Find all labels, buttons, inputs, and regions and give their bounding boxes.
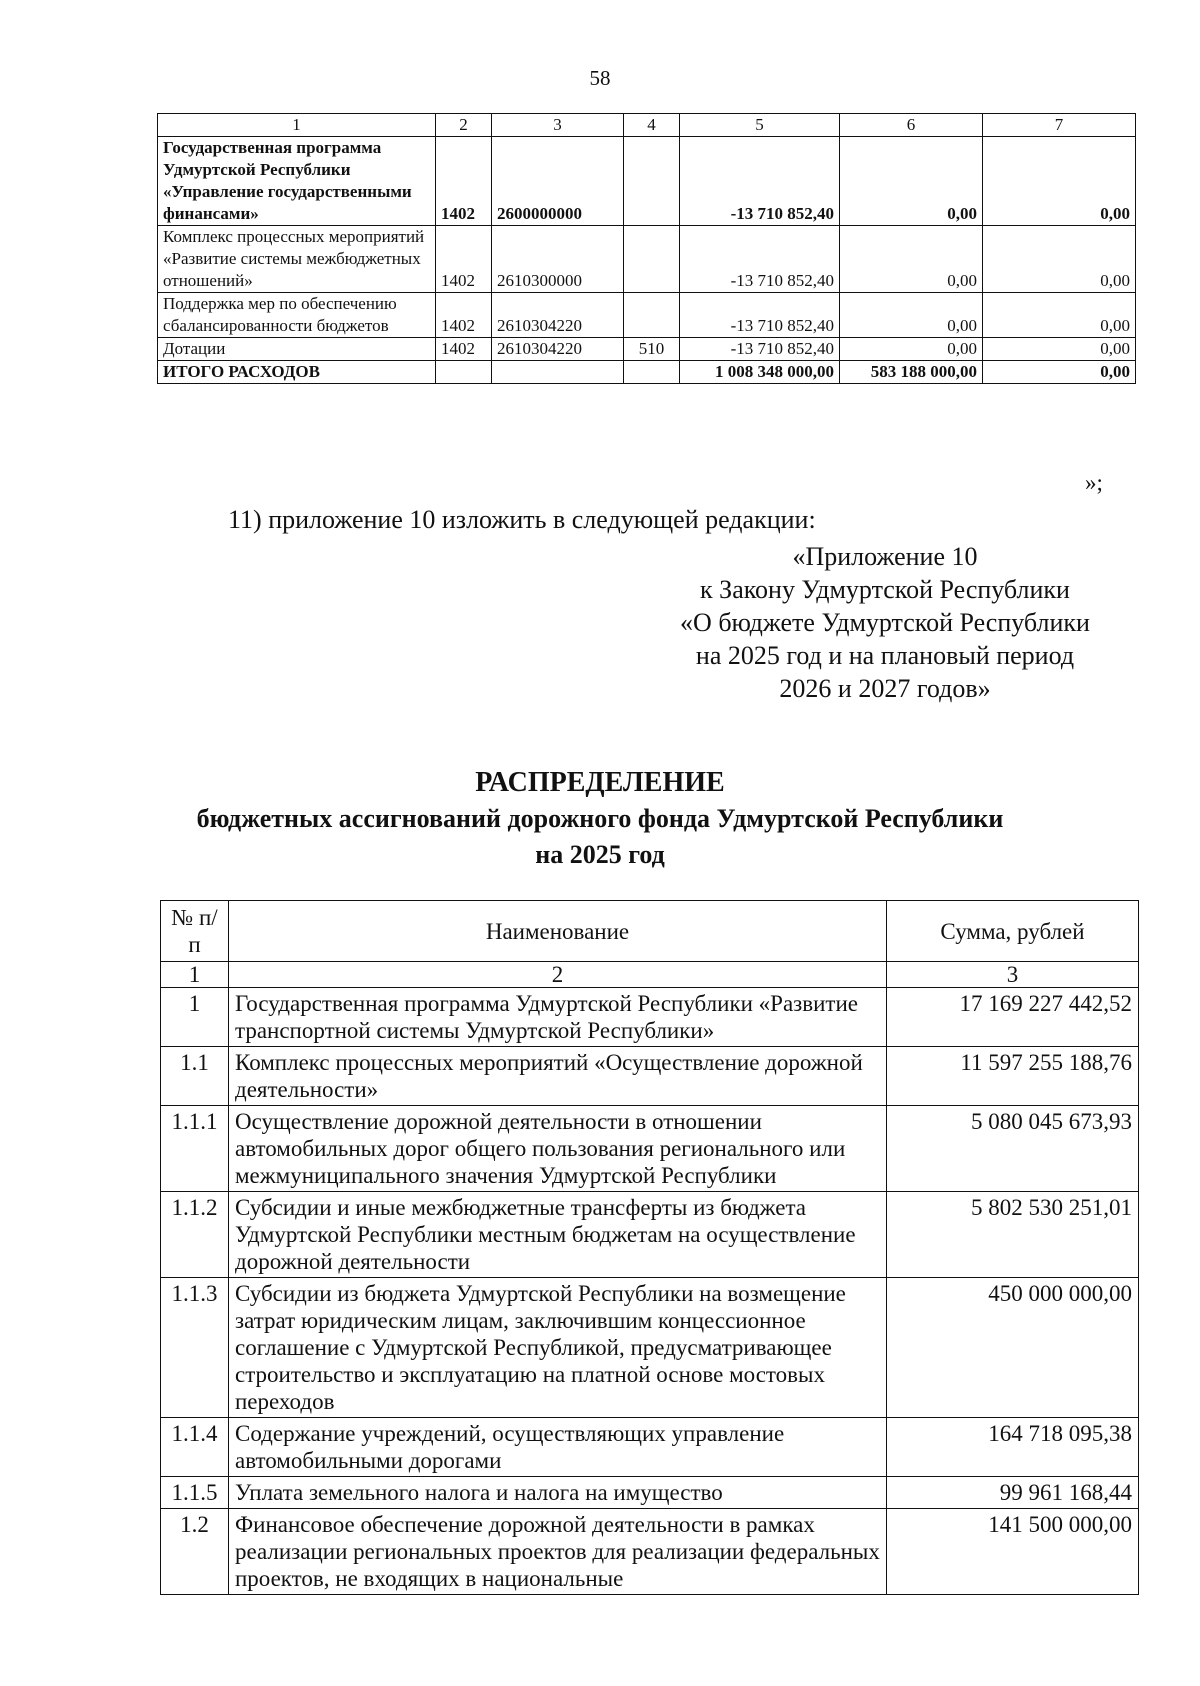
table-row bbox=[161, 1418, 1139, 1477]
row-number: 1.1.2 bbox=[161, 1192, 229, 1278]
table-row bbox=[161, 988, 1139, 1047]
title-main: РАСПРЕДЕЛЕНИЕ bbox=[475, 767, 725, 798]
row-type bbox=[624, 137, 680, 226]
row-sum: 5 080 045 673,93 bbox=[887, 1106, 1139, 1192]
col-number: 1 bbox=[161, 962, 229, 988]
row-type: 510 bbox=[624, 338, 680, 361]
col-header: 4 bbox=[624, 114, 680, 137]
row-target: 2610304220 bbox=[492, 293, 624, 338]
annex-line: «Приложение 10 bbox=[792, 542, 978, 571]
document-title bbox=[0, 765, 1200, 873]
title-year: на 2025 год bbox=[535, 840, 665, 869]
closing-quote-mark: »; bbox=[1085, 470, 1103, 495]
row-sum: 99 961 168,44 bbox=[887, 1477, 1139, 1509]
table-row bbox=[158, 338, 1136, 361]
row-section: 1402 bbox=[436, 293, 492, 338]
row-target: 2610304220 bbox=[492, 338, 624, 361]
row-sum: 141 500 000,00 bbox=[887, 1509, 1139, 1595]
row-sum: 11 597 255 188,76 bbox=[887, 1047, 1139, 1106]
expenses-table-header-row bbox=[158, 114, 1136, 137]
table-row bbox=[158, 226, 1136, 293]
table-row bbox=[161, 1192, 1139, 1278]
col-header: 3 bbox=[492, 114, 624, 137]
total-sum-2025: 1 008 348 000,00 bbox=[680, 361, 840, 384]
row-name: Государственная программа Удмуртской Республики «Развитие транспортной системы Удмуртской Республики» bbox=[229, 988, 887, 1047]
row-sum-2025: -13 710 852,40 bbox=[680, 137, 840, 226]
table-row bbox=[161, 1047, 1139, 1106]
row-name: Уплата земельного налога и налога на имущество bbox=[229, 1477, 887, 1509]
col-number: 2 bbox=[229, 962, 887, 988]
table-row bbox=[161, 1509, 1139, 1595]
row-number: 1.1.1 bbox=[161, 1106, 229, 1192]
road-fund-header-row bbox=[161, 901, 1139, 962]
row-name: Осуществление дорожной деятельности в отношении автомобильных дорог общего пользования регионального или межмуниципального значения Удмуртской Республики bbox=[229, 1106, 887, 1192]
row-number: 1.1.5 bbox=[161, 1477, 229, 1509]
row-sum: 5 802 530 251,01 bbox=[887, 1192, 1139, 1278]
col-header: 7 bbox=[983, 114, 1136, 137]
row-sum-2025: -13 710 852,40 bbox=[680, 338, 840, 361]
table-row bbox=[161, 1106, 1139, 1192]
col-header: 1 bbox=[158, 114, 436, 137]
amendment-intro: 11) приложение 10 изложить в следующей редакции: bbox=[228, 505, 816, 534]
row-name: Государственная программа Удмуртской Республики «Управление государственными финансами» bbox=[158, 137, 436, 226]
header-no: № п/п bbox=[161, 901, 229, 962]
row-target: 2610300000 bbox=[492, 226, 624, 293]
row-type bbox=[624, 293, 680, 338]
row-target bbox=[492, 361, 624, 384]
row-section: 1402 bbox=[436, 226, 492, 293]
row-sum-2027: 0,00 bbox=[983, 293, 1136, 338]
row-number: 1.1.3 bbox=[161, 1278, 229, 1418]
annex-line: к Закону Удмуртской Республики bbox=[700, 575, 1070, 604]
row-section: 1402 bbox=[436, 338, 492, 361]
row-name: Поддержка мер по обеспечению сбалансированности бюджетов bbox=[158, 293, 436, 338]
page-number: 58 bbox=[589, 66, 611, 90]
total-row bbox=[158, 361, 1136, 384]
row-number: 1 bbox=[161, 988, 229, 1047]
row-name: Субсидии и иные межбюджетные трансферты из бюджета Удмуртской Республики местным бюджетам на осуществление дорожной деятельности bbox=[229, 1192, 887, 1278]
total-sum-2026: 583 188 000,00 bbox=[840, 361, 983, 384]
road-fund-table bbox=[160, 900, 1139, 1595]
row-sum-2026: 0,00 bbox=[840, 338, 983, 361]
row-sum-2027: 0,00 bbox=[983, 338, 1136, 361]
table-row bbox=[161, 1278, 1139, 1418]
row-type bbox=[624, 226, 680, 293]
total-sum-2027: 0,00 bbox=[983, 361, 1136, 384]
row-name: Комплекс процессных мероприятий «Развитие системы межбюджетных отношений» bbox=[158, 226, 436, 293]
annex-line: на 2025 год и на плановый период bbox=[695, 641, 1075, 670]
total-label: ИТОГО РАСХОДОВ bbox=[158, 361, 436, 384]
col-header: 6 bbox=[840, 114, 983, 137]
row-name: Дотации bbox=[158, 338, 436, 361]
header-sum: Сумма, рублей bbox=[887, 901, 1139, 962]
title-subtitle: бюджетных ассигнований дорожного фонда Удмуртской Республики bbox=[196, 804, 1004, 833]
expenses-table bbox=[157, 113, 1136, 384]
table-row bbox=[161, 1477, 1139, 1509]
row-sum-2026: 0,00 bbox=[840, 226, 983, 293]
annex-line: 2026 и 2027 годов» bbox=[779, 674, 991, 703]
annex-heading bbox=[625, 540, 1145, 705]
row-section: 1402 bbox=[436, 137, 492, 226]
row-sum: 450 000 000,00 bbox=[887, 1278, 1139, 1418]
column-numbers-row bbox=[161, 962, 1139, 988]
row-name: Субсидии из бюджета Удмуртской Республики на возмещение затрат юридическим лицам, заключившим концессионное соглашение с Удмуртской Республикой, предусматривающее строительство и эксплуатацию на платной основе мостовых переходов bbox=[229, 1278, 887, 1418]
row-sum: 164 718 095,38 bbox=[887, 1418, 1139, 1477]
row-name: Комплекс процессных мероприятий «Осуществление дорожной деятельности» bbox=[229, 1047, 887, 1106]
row-target: 2600000000 bbox=[492, 137, 624, 226]
row-sum-2027: 0,00 bbox=[983, 226, 1136, 293]
row-name: Финансовое обеспечение дорожной деятельности в рамках реализации региональных проектов для реализации федеральных проектов, не входящих в национальные bbox=[229, 1509, 887, 1595]
table-row bbox=[158, 293, 1136, 338]
row-number: 1.1 bbox=[161, 1047, 229, 1106]
row-type bbox=[624, 361, 680, 384]
col-header: 2 bbox=[436, 114, 492, 137]
row-number: 1.1.4 bbox=[161, 1418, 229, 1477]
row-section bbox=[436, 361, 492, 384]
row-number: 1.2 bbox=[161, 1509, 229, 1595]
row-sum: 17 169 227 442,52 bbox=[887, 988, 1139, 1047]
row-sum-2026: 0,00 bbox=[840, 293, 983, 338]
col-number: 3 bbox=[887, 962, 1139, 988]
header-name: Наименование bbox=[229, 901, 887, 962]
row-sum-2025: -13 710 852,40 bbox=[680, 293, 840, 338]
table-row bbox=[158, 137, 1136, 226]
annex-line: «О бюджете Удмуртской Республики bbox=[680, 608, 1090, 637]
row-sum-2027: 0,00 bbox=[983, 137, 1136, 226]
col-header: 5 bbox=[680, 114, 840, 137]
row-sum-2025: -13 710 852,40 bbox=[680, 226, 840, 293]
row-sum-2026: 0,00 bbox=[840, 137, 983, 226]
row-name: Содержание учреждений, осуществляющих управление автомобильными дорогами bbox=[229, 1418, 887, 1477]
